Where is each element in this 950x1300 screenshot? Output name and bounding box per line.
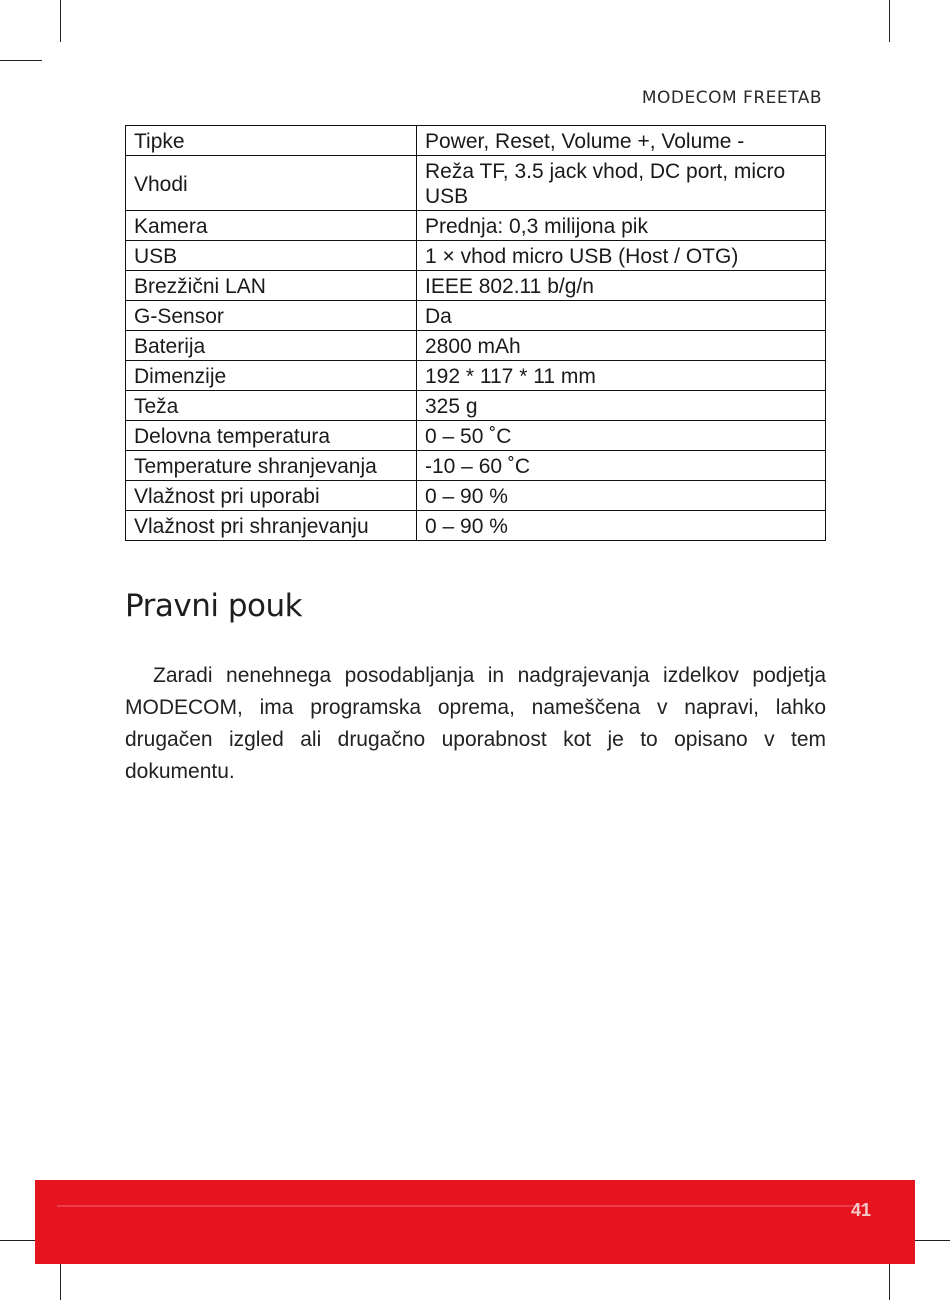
section-title: Pravni pouk xyxy=(125,588,303,624)
spec-label: Dimenzije xyxy=(126,361,417,391)
spec-value: 325 g xyxy=(417,391,826,421)
spec-value: 0 – 50 ˚C xyxy=(417,421,826,451)
table-row xyxy=(126,511,826,541)
spec-label: Tipke xyxy=(126,126,417,156)
spec-value: IEEE 802.11 b/g/n xyxy=(417,271,826,301)
table-row xyxy=(126,126,826,156)
spec-label: Vhodi xyxy=(126,156,417,211)
crop-mark-bottom-left-v xyxy=(60,1258,61,1300)
spec-value: -10 – 60 ˚C xyxy=(417,451,826,481)
footer-divider xyxy=(57,1205,865,1207)
table-row xyxy=(126,271,826,301)
spec-value: Reža TF, 3.5 jack vhod, DC port, micro USB xyxy=(417,156,826,211)
table-row xyxy=(126,301,826,331)
spec-value: Prednja: 0,3 milijona pik xyxy=(417,211,826,241)
spec-label: Vlažnost pri uporabi xyxy=(126,481,417,511)
spec-value: 192 * 117 * 11 mm xyxy=(417,361,826,391)
spec-label: Brezžični LAN xyxy=(126,271,417,301)
header-brand: MODECOM FREETAB xyxy=(641,88,822,108)
table-row xyxy=(126,211,826,241)
spec-value: Da xyxy=(417,301,826,331)
spec-value: 2800 mAh xyxy=(417,331,826,361)
footer-bar xyxy=(35,1180,915,1264)
table-row xyxy=(126,391,826,421)
spec-value: 0 – 90 % xyxy=(417,481,826,511)
spec-label: Delovna temperatura xyxy=(126,421,417,451)
table-row xyxy=(126,241,826,271)
spec-label: Baterija xyxy=(126,331,417,361)
spec-value: 1 × vhod micro USB (Host / OTG) xyxy=(417,241,826,271)
page-number: 41 xyxy=(850,1200,871,1220)
crop-mark-top-left-h xyxy=(0,60,42,61)
spec-label: Teža xyxy=(126,391,417,421)
spec-value: Power, Reset, Volume +, Volume - xyxy=(417,126,826,156)
crop-mark-bottom-right-v xyxy=(889,1258,890,1300)
spec-table-body xyxy=(126,126,826,541)
crop-mark-top-left-v xyxy=(60,0,61,42)
table-row xyxy=(126,331,826,361)
table-row xyxy=(126,156,826,211)
spec-table xyxy=(125,125,826,541)
section-body: Zaradi nenehnega posodabljanja in nadgrajevanja izdelkov podjetja MODECOM, ima programska oprema, nameščena v napravi, lahko drugačen izgled ali drugačno uporabnost kot je to opisano v tem dokumentu. xyxy=(125,664,826,783)
spec-value: 0 – 90 % xyxy=(417,511,826,541)
crop-mark-top-right-v xyxy=(889,0,890,42)
table-row xyxy=(126,421,826,451)
spec-label: G-Sensor xyxy=(126,301,417,331)
spec-label: USB xyxy=(126,241,417,271)
spec-label: Temperature shranjevanja xyxy=(126,451,417,481)
table-row xyxy=(126,451,826,481)
table-row xyxy=(126,361,826,391)
spec-label: Kamera xyxy=(126,211,417,241)
table-row xyxy=(126,481,826,511)
spec-label: Vlažnost pri shranjevanju xyxy=(126,511,417,541)
